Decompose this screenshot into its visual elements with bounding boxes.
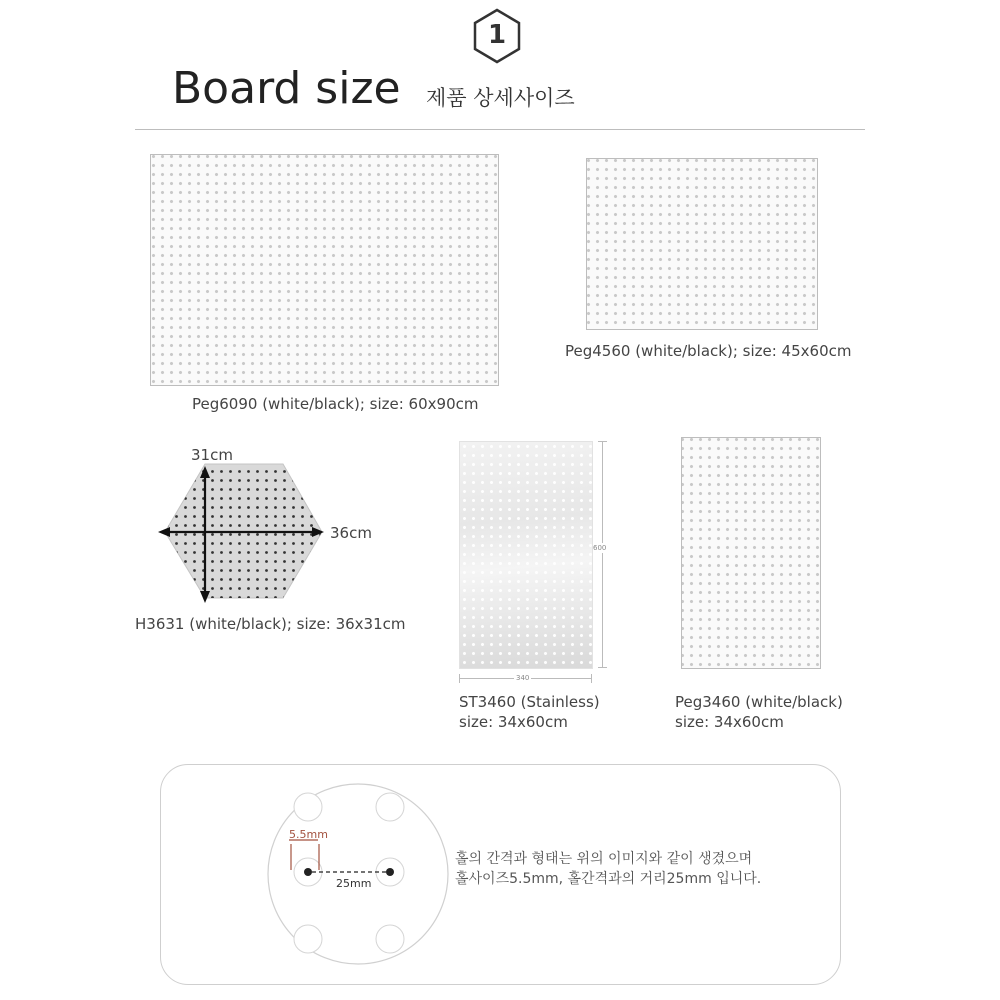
- st3460-caption-line2: size: 34x60cm: [459, 713, 568, 731]
- st3460-width-dim-label: 340: [516, 674, 530, 682]
- header-divider: [135, 129, 865, 130]
- peg4560-board: [586, 158, 818, 330]
- hole-description-line2: 홀사이즈5.5mm, 홀간격과의 거리25mm 입니다.: [455, 871, 762, 887]
- st3460-height-dim-tick-top: [598, 441, 607, 442]
- peg4560-caption: Peg4560 (white/black); size: 45x60cm: [565, 342, 852, 360]
- step-badge: [472, 8, 522, 64]
- hole-description-line1: 홀의 간격과 형태는 위의 이미지와 같이 생겼으며: [455, 851, 753, 867]
- st3460-height-dim-label: 600: [593, 544, 607, 552]
- st3460-height-dim-tick-bottom: [598, 667, 607, 668]
- h3631-caption: H3631 (white/black); size: 36x31cm: [135, 615, 406, 633]
- st3460-width-dim-tick-left: [459, 674, 460, 683]
- peg3460-board: [681, 437, 821, 669]
- st3460-height-dim-line: [602, 441, 603, 667]
- st3460-caption-line1: ST3460 (Stainless): [459, 693, 600, 711]
- peg6090-caption: Peg6090 (white/black); size: 60x90cm: [192, 395, 479, 413]
- st3460-width-dim-tick-right: [591, 674, 592, 683]
- peg6090-board: [150, 154, 499, 386]
- h3631-board: [145, 440, 345, 620]
- page-subtitle: 제품 상세사이즈: [426, 86, 575, 110]
- hole-gap-label: 25mm: [336, 877, 372, 890]
- peg3460-caption-line2: size: 34x60cm: [675, 713, 784, 731]
- hole-size-label: 5.5mm: [289, 828, 328, 841]
- h3631-width-label: 36cm: [330, 524, 372, 542]
- h3631-height-label: 31cm: [191, 446, 233, 464]
- peg3460-caption-line1: Peg3460 (white/black): [675, 693, 843, 711]
- step-number: 1: [487, 20, 507, 50]
- page-title: Board size: [172, 63, 401, 114]
- hole-detail-diagram: [258, 774, 458, 974]
- st3460-board: [459, 441, 593, 669]
